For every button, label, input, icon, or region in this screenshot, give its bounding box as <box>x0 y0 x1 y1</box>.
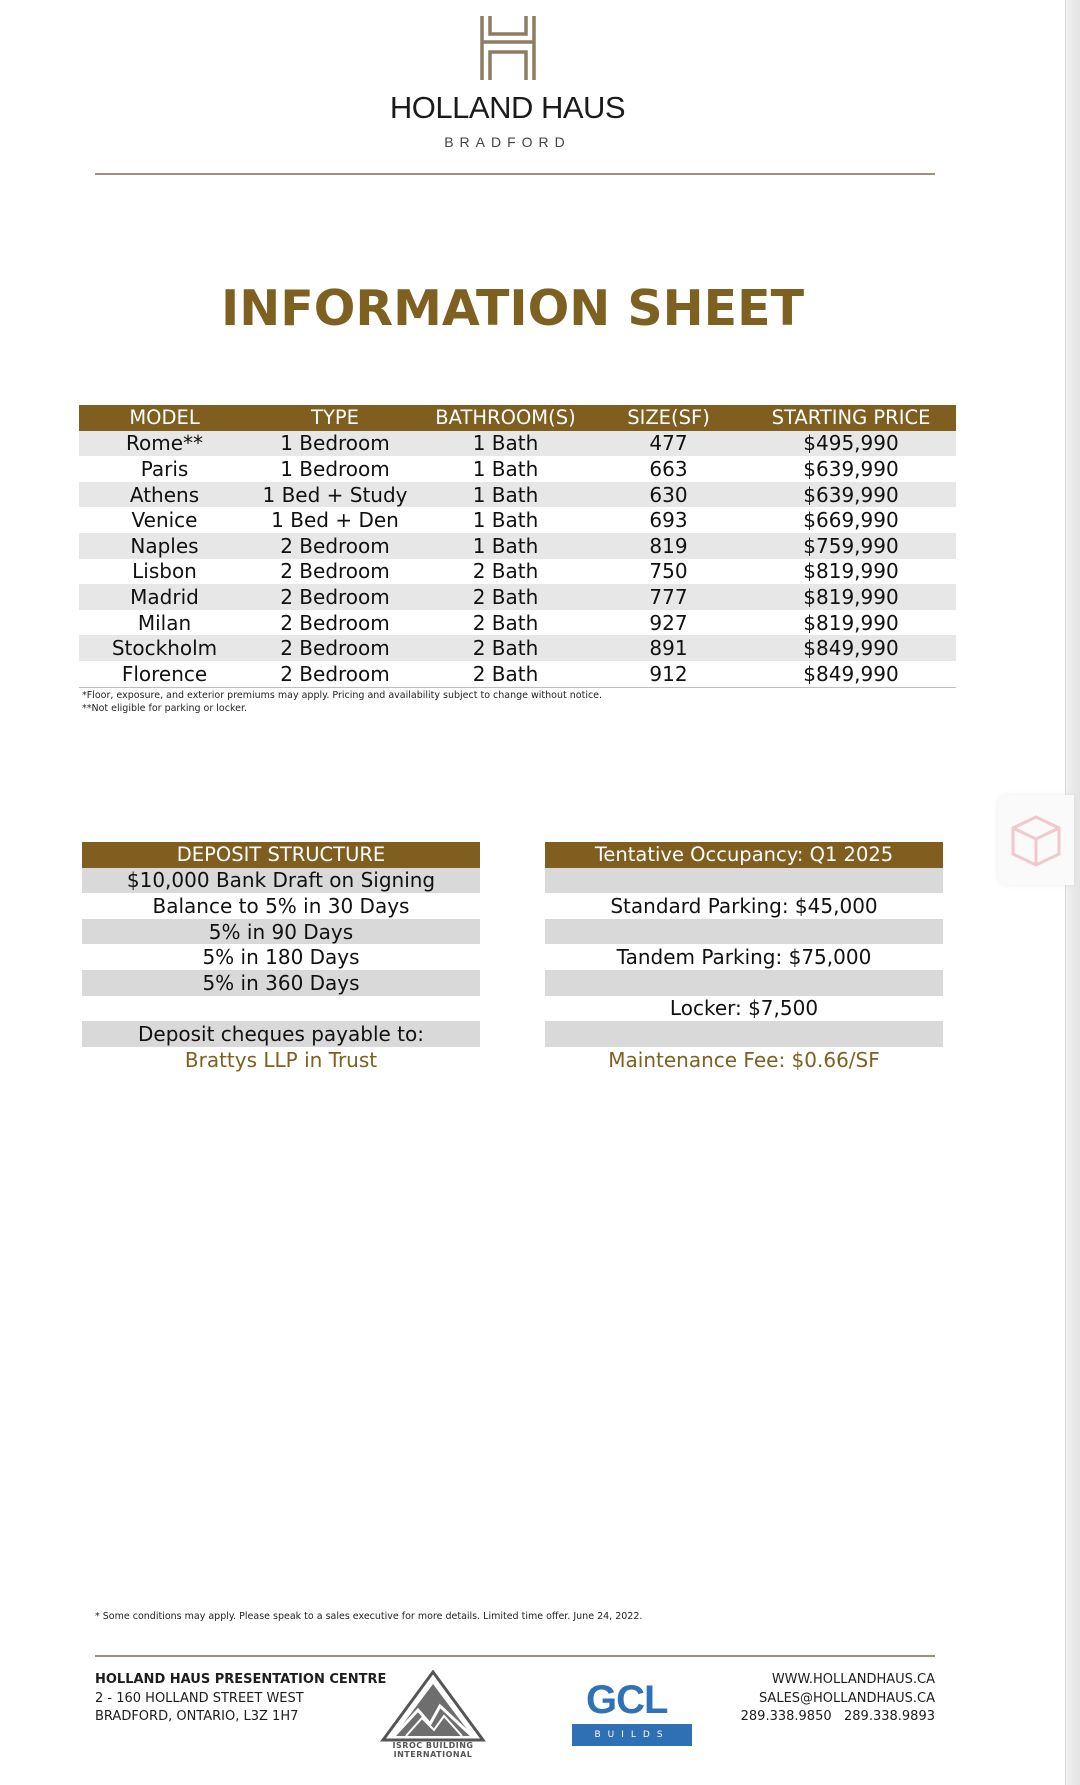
unit-type: 1 Bedroom <box>280 456 390 481</box>
unit-type: 1 Bedroom <box>280 431 390 456</box>
maintenance-fee: Maintenance Fee: $0.66/SF <box>608 1047 880 1072</box>
phone-numbers: 289.338.9850 289.338.9893 <box>740 1709 935 1724</box>
table-row <box>79 533 956 559</box>
table-bottom-rule <box>79 687 956 688</box>
floating-chat-widget-icon <box>1007 811 1065 869</box>
size-sf: 777 <box>649 584 688 609</box>
table-row <box>79 584 956 610</box>
unit-type: 2 Bedroom <box>280 610 390 635</box>
gcl-logo-subtext: BUILDS <box>572 1724 692 1746</box>
starting-price: $669,990 <box>803 508 899 533</box>
gcl-logo-text: GCL <box>586 1678 668 1722</box>
table-row <box>79 456 956 482</box>
column-header-model: MODEL <box>129 406 200 430</box>
footnote-premiums: *Floor, exposure, and exterior premiums may apply. Pricing and availability subject to change without notice. <box>82 690 603 701</box>
bathrooms: 1 Bath <box>472 533 539 558</box>
size-sf: 912 <box>649 661 688 686</box>
occupancy-row: Locker: $7,500 <box>669 996 819 1021</box>
table-header-row <box>79 405 956 431</box>
centre-name: HOLLAND HAUS PRESENTATION CENTRE <box>95 1672 387 1687</box>
brand-name: HOLLAND HAUS <box>389 90 626 125</box>
starting-price: $819,990 <box>803 559 899 584</box>
bathrooms: 1 Bath <box>472 482 539 507</box>
unit-type: 2 Bedroom <box>280 559 390 584</box>
unit-type: 2 Bedroom <box>280 584 390 609</box>
bathrooms: 2 Bath <box>472 559 539 584</box>
table-footnotes <box>82 689 602 715</box>
occupancy-row <box>545 868 943 894</box>
deposit-row: Deposit cheques payable to: <box>82 1021 480 1047</box>
page-title: INFORMATION SHEET <box>220 280 805 337</box>
size-sf: 927 <box>649 610 688 635</box>
scrollbar[interactable] <box>1065 0 1080 1785</box>
starting-price: $819,990 <box>803 584 899 609</box>
brand-location: BRADFORD <box>444 134 571 150</box>
bathrooms: 2 Bath <box>472 661 539 686</box>
occupancy-row <box>545 919 943 945</box>
occupancy-row <box>545 970 943 996</box>
column-header-bathrooms: BATHROOM(S) <box>435 406 576 430</box>
model-name: Paris <box>140 456 189 481</box>
bathrooms: 2 Bath <box>472 636 539 661</box>
bathrooms: 1 Bath <box>472 431 539 456</box>
unit-type: 2 Bedroom <box>280 661 390 686</box>
deposit-payee: Brattys LLP in Trust <box>184 1047 378 1072</box>
column-header-size: SIZE(SF) <box>627 406 710 430</box>
isroc-logo-text: ISROC BUILDING INTERNATIONAL <box>392 1741 474 1759</box>
model-name: Venice <box>131 508 198 533</box>
occupancy-heading: Tentative Occupancy: Q1 2025 <box>545 842 943 868</box>
bathrooms: 1 Bath <box>472 508 539 533</box>
occupancy-row <box>545 1021 943 1047</box>
size-sf: 693 <box>649 508 688 533</box>
unit-type: 2 Bedroom <box>280 636 390 661</box>
models-table <box>79 405 956 688</box>
table-row <box>79 635 956 661</box>
contact-info <box>741 1671 935 1727</box>
model-name: Athens <box>129 482 200 507</box>
table-row <box>79 507 956 533</box>
table-row <box>79 431 956 457</box>
table-row <box>79 482 956 508</box>
model-name: Stockholm <box>111 636 218 661</box>
model-name: Rome** <box>125 431 204 456</box>
size-sf: 663 <box>649 456 688 481</box>
column-header-type: TYPE <box>311 406 359 430</box>
holland-haus-logo <box>0 14 1015 82</box>
bathrooms: 1 Bath <box>472 456 539 481</box>
deposit-structure-box <box>82 842 480 1072</box>
footer-divider <box>95 1655 935 1657</box>
starting-price: $849,990 <box>803 661 899 686</box>
table-row <box>79 661 956 687</box>
model-name: Naples <box>130 533 199 558</box>
deposit-heading: DEPOSIT STRUCTURE <box>82 842 480 868</box>
footnote-parking: **Not eligible for parking or locker. <box>82 703 248 714</box>
model-name: Lisbon <box>132 559 197 584</box>
starting-price: $639,990 <box>803 482 899 507</box>
floating-chat-widget[interactable] <box>998 795 1074 885</box>
deposit-row: 5% in 180 Days <box>202 945 360 970</box>
table-row <box>79 610 956 636</box>
occupancy-row: Standard Parking: $45,000 <box>610 893 878 918</box>
presentation-centre-address <box>95 1671 386 1727</box>
size-sf: 891 <box>649 636 688 661</box>
size-sf: 750 <box>649 559 688 584</box>
deposit-row <box>82 996 480 1022</box>
model-name: Madrid <box>130 584 199 609</box>
deposit-row: Balance to 5% in 30 Days <box>152 893 410 918</box>
size-sf: 819 <box>649 533 688 558</box>
unit-type: 1 Bed + Study <box>262 482 408 507</box>
header-divider <box>95 173 935 175</box>
starting-price: $819,990 <box>803 610 899 635</box>
size-sf: 630 <box>649 482 688 507</box>
deposit-row: $10,000 Bank Draft on Signing <box>82 868 480 894</box>
unit-type: 1 Bed + Den <box>271 508 399 533</box>
website-link[interactable]: WWW.HOLLANDHAUS.CA <box>771 1672 935 1687</box>
disclaimer: * Some conditions may apply. Please speak to a sales executive for more details. Limited time offer. June 24, 2022. <box>95 1611 643 1622</box>
starting-price: $759,990 <box>803 533 899 558</box>
holland-haus-monogram-icon <box>478 14 538 82</box>
email-link[interactable]: SALES@HOLLANDHAUS.CA <box>758 1690 935 1706</box>
city-address: BRADFORD, ONTARIO, L3Z 1H7 <box>95 1709 299 1724</box>
model-name: Milan <box>137 610 192 635</box>
deposit-row: 5% in 360 Days <box>82 970 480 996</box>
deposit-row: 5% in 90 Days <box>82 919 480 945</box>
size-sf: 477 <box>649 431 688 456</box>
occupancy-row: Tandem Parking: $75,000 <box>616 945 872 970</box>
bathrooms: 2 Bath <box>472 584 539 609</box>
starting-price: $849,990 <box>803 636 899 661</box>
table-row <box>79 559 956 585</box>
street-address: 2 - 160 HOLLAND STREET WEST <box>95 1690 304 1706</box>
column-header-price: STARTING PRICE <box>771 406 931 430</box>
model-name: Florence <box>121 661 208 686</box>
starting-price: $495,990 <box>803 431 899 456</box>
occupancy-box <box>545 842 943 1072</box>
unit-type: 2 Bedroom <box>280 533 390 558</box>
bathrooms: 2 Bath <box>472 610 539 635</box>
starting-price: $639,990 <box>803 456 899 481</box>
